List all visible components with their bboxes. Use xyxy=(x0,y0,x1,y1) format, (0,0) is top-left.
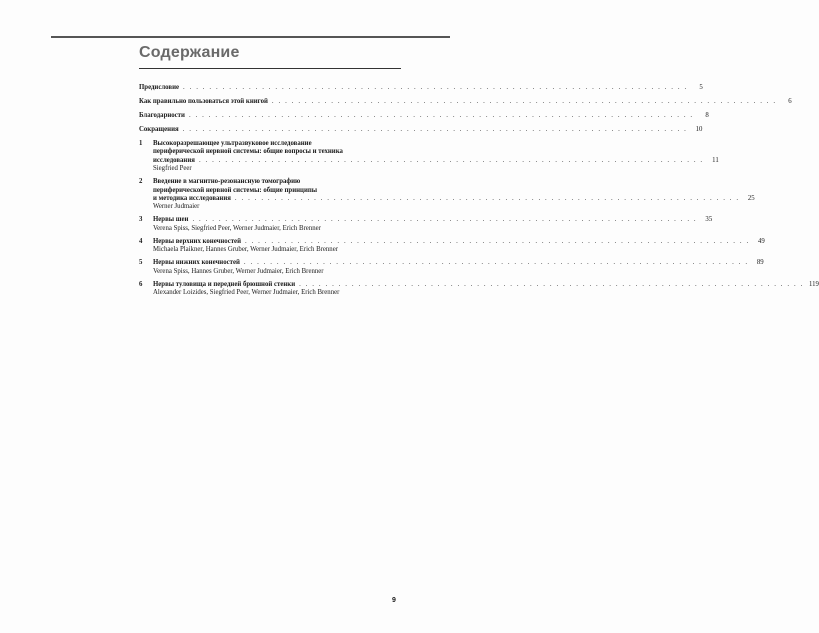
toc-entry-body xyxy=(139,84,703,92)
toc-chapter-entry[interactable] xyxy=(139,280,819,298)
toc-entry-line xyxy=(153,280,819,289)
toc-entry-line xyxy=(139,84,703,92)
toc-page-number[interactable]: 89 xyxy=(756,259,764,267)
chapter-title-line: Введение в магнитно-резонансную томографию xyxy=(153,178,301,186)
toc-entry[interactable] xyxy=(139,112,709,120)
chapter-authors: Alexander Loizides, Siegfried Peer, Werner Judmaier, Erich Brenner xyxy=(153,289,340,297)
toc-page-number[interactable]: 25 xyxy=(747,195,755,203)
toc-page-number[interactable]: 6 xyxy=(788,98,792,105)
toc-entry-title[interactable]: Сокращения xyxy=(139,126,179,133)
toc-entry-line xyxy=(153,259,764,267)
chapter-number: 1 xyxy=(139,140,143,147)
toc-entry-title[interactable]: и методика исследования xyxy=(153,195,231,203)
chapter-authors: Werner Judmaier xyxy=(153,203,200,211)
chapter-title-line: Высокоразрешающее ультразвуковое исследование xyxy=(153,140,312,147)
toc-entry-body xyxy=(153,237,765,255)
dot-leader: . . . . . . . . . . . . . . . . . . . . . . . . . . . . . . . . . . . . . . . . . . . . . . . . . . . . . . . . . . . . . . . . . . . . . . . . . . . . . xyxy=(243,259,749,267)
toc-entry-line xyxy=(153,156,719,165)
toc-page-number[interactable]: 35 xyxy=(705,216,713,224)
chapter-number: 5 xyxy=(139,259,143,267)
chapter-number: 4 xyxy=(139,237,143,245)
toc-entry-line xyxy=(139,112,709,120)
dot-leader: . . . . . . . . . . . . . . . . . . . . . . . . . . . . . . . . . . . . . . . . . . . . . . . . . . . . . . . . . . . . . . . . . . . . . . . . . . . . . xyxy=(198,156,704,164)
dot-leader: . . . . . . . . . . . . . . . . . . . . . . . . . . . . . . . . . . . . . . . . . . . . . . . . . . . . . . . . . . . . . . . . . . . . . . . . . . . . . xyxy=(188,112,694,119)
dot-leader: . . . . . . . . . . . . . . . . . . . . . . . . . . . . . . . . . . . . . . . . . . . . . . . . . . . . . . . . . . . . . . . . . . . . . . . . . . . . . xyxy=(234,195,740,203)
toc-entry-body xyxy=(153,178,755,212)
toc-entry[interactable] xyxy=(139,84,703,92)
chapter-number: 3 xyxy=(139,216,143,224)
chapter-authors: Michaela Plaikner, Hannes Gruber, Werner Judmaier, Erich Brenner xyxy=(153,246,338,254)
toc-entry-title[interactable]: Благодарности xyxy=(139,112,185,119)
front-matter-list xyxy=(139,84,792,134)
toc-entry-title[interactable]: Нервы туловища и передней брюшной стенки xyxy=(153,280,296,288)
toc-entry-body xyxy=(153,140,719,174)
toc-entry-line xyxy=(153,237,765,246)
page-number: 9 xyxy=(392,597,396,604)
top-rule xyxy=(51,36,450,38)
toc-chapter-entry[interactable] xyxy=(139,140,719,174)
page-title: Содержание xyxy=(139,44,240,61)
toc-entry-line xyxy=(153,216,713,224)
toc-entry-title[interactable]: Нервы нижних конечностей xyxy=(153,259,240,267)
toc-entry-title[interactable]: Нервы верхних конечностей xyxy=(153,237,241,245)
toc-page-number[interactable]: 119 xyxy=(808,280,819,288)
toc-entry-title[interactable]: исследования xyxy=(153,156,195,164)
toc-chapter-entry[interactable] xyxy=(139,216,713,233)
toc-chapter-entry[interactable] xyxy=(139,259,764,276)
toc-entry-title[interactable]: Нервы шеи xyxy=(153,216,189,224)
chapter-authors: Verena Spiss, Siegfried Peer, Werner Judmaier, Erich Brenner xyxy=(153,224,321,232)
toc-entry-body xyxy=(153,216,713,233)
toc-chapter-entry[interactable] xyxy=(139,178,755,212)
chapter-title-line: периферической нервной системы: общие принципы xyxy=(153,186,318,194)
toc-entry-line xyxy=(139,126,703,134)
toc-entry-title[interactable]: Как правильно пользоваться этой книгой xyxy=(139,98,268,105)
toc-page-number[interactable]: 5 xyxy=(699,84,703,91)
chapter-title-line: периферической нервной системы: общие вопросы и техника xyxy=(153,148,343,156)
table-of-contents xyxy=(139,84,819,302)
chapter-authors: Verena Spiss, Hannes Gruber, Werner Judmaier, Erich Brenner xyxy=(153,267,324,275)
dot-leader: . . . . . . . . . . . . . . . . . . . . . . . . . . . . . . . . . . . . . . . . . . . . . . . . . . . . . . . . . . . . . . . . . . . . . . . . . . . . . xyxy=(299,280,804,288)
toc-entry-body xyxy=(139,126,703,134)
title-rule xyxy=(139,68,401,69)
toc-entry[interactable] xyxy=(139,126,703,134)
toc-page-number[interactable]: 8 xyxy=(705,112,709,119)
dot-leader: . . . . . . . . . . . . . . . . . . . . . . . . . . . . . . . . . . . . . . . . . . . . . . . . . . . . . . . . . . . . . . . . . . . . . . . . . . . . . xyxy=(192,216,698,224)
toc-page-number[interactable]: 11 xyxy=(712,156,719,164)
chapter-authors: Siegfried Peer xyxy=(153,165,192,173)
toc-entry-body xyxy=(139,98,792,106)
chapter-number: 6 xyxy=(139,280,143,288)
toc-entry-line xyxy=(139,98,792,106)
chapter-number: 2 xyxy=(139,178,143,186)
dot-leader: . . . . . . . . . . . . . . . . . . . . . . . . . . . . . . . . . . . . . . . . . . . . . . . . . . . . . . . . . . . . . . . . . . . . . . . . . . . . . xyxy=(182,126,688,133)
dot-leader: . . . . . . . . . . . . . . . . . . . . . . . . . . . . . . . . . . . . . . . . . . . . . . . . . . . . . . . . . . . . . . . . . . . . . . . . . . . . . xyxy=(183,84,688,91)
toc-entry-line xyxy=(153,195,755,203)
chapter-list xyxy=(139,140,819,297)
dot-leader: . . . . . . . . . . . . . . . . . . . . . . . . . . . . . . . . . . . . . . . . . . . . . . . . . . . . . . . . . . . . . . . . . . . . . . . . . . . . . xyxy=(271,98,777,105)
toc-entry-body xyxy=(139,112,709,120)
toc-page-number[interactable]: 10 xyxy=(695,126,703,133)
toc-entry-title[interactable]: Предисловие xyxy=(139,84,180,91)
toc-entry-body xyxy=(153,259,764,276)
dot-leader: . . . . . . . . . . . . . . . . . . . . . . . . . . . . . . . . . . . . . . . . . . . . . . . . . . . . . . . . . . . . . . . . . . . . . . . . . . . . . xyxy=(244,237,750,245)
toc-page-number[interactable]: 49 xyxy=(757,237,765,245)
toc-entry[interactable] xyxy=(139,98,792,106)
toc-chapter-entry[interactable] xyxy=(139,237,765,255)
toc-entry-body xyxy=(153,280,819,298)
